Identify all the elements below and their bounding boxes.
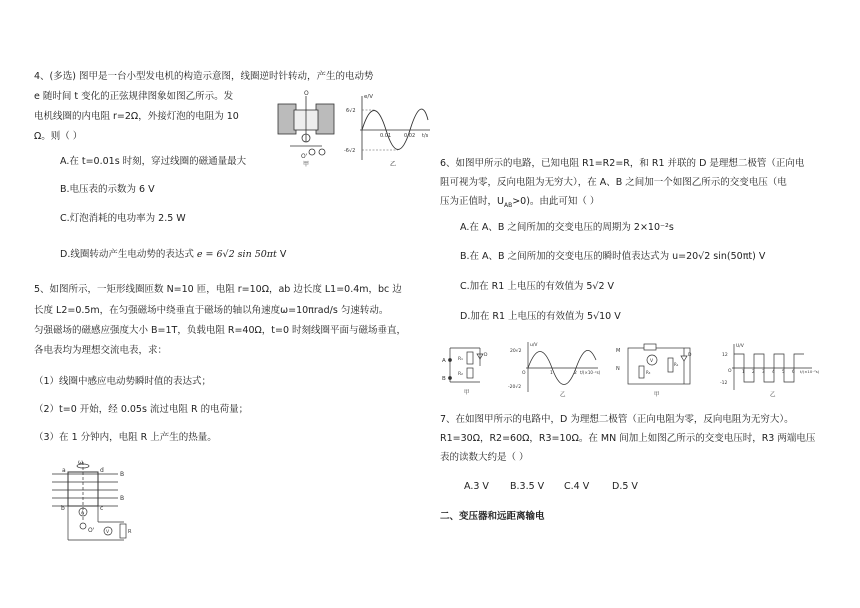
q4-option-d: D.线圈转动产生电动势的表达式 e = 6√2 sin 50πt V [60,249,287,260]
svg-text:U/V: U/V [736,344,744,349]
svg-text:1: 1 [550,371,553,376]
q5-sub3: （3）在 1 分钟内，电阻 R 上产生的热量。 [34,432,217,443]
q6-q7-figures [440,340,840,400]
svg-text:t/(×10⁻²s): t/(×10⁻²s) [800,369,820,374]
svg-text:R: R [128,529,132,535]
svg-text:R₃: R₃ [646,370,651,375]
svg-text:M: M [616,348,621,354]
q6-line3: 压为正值时，$U_{AB}>0$)。由此可知（ ） [440,196,600,209]
svg-text:O: O [522,371,526,376]
svg-text:t/(×10⁻²s): t/(×10⁻²s) [580,370,601,375]
q5-figure [48,460,138,548]
svg-text:6: 6 [792,369,795,374]
q7-square-wave [732,344,812,390]
q5-line4: 各电表均为理想交流电表，求： [34,345,168,356]
section-heading: 二、变压器和远距离输电 [440,511,545,522]
q6-line1: 6、如图甲所示的电路，已知电阻 R1=R2=R，和 R1 并联的 D 是理想二极管（正向电 [440,158,805,169]
svg-text:N: N [616,366,620,372]
svg-text:20√2: 20√2 [510,349,522,354]
q5-line3: 匀强磁场的磁感应强度大小 B=1T，负载电阻 R=40Ω，t=0 时刻线圈平面与磁场垂直， [34,325,407,336]
q4-line3: 电机线圈的内电阻 r=2Ω，外接灯泡的电阻为 10 [34,111,239,122]
svg-text:a: a [62,467,66,474]
q7-option-a: A.3 V [464,481,489,492]
svg-text:O: O [728,369,732,374]
svg-text:-20√2: -20√2 [508,385,522,390]
q5-line2: 长度 L2=0.5m，在匀强磁场中绕垂直于磁场的轴以角速度ω=10πrad/s 匀速转动。 [34,305,389,316]
q4-line2: e 随时间 t 变化的正弦规律图象如图乙所示。发 [34,91,234,102]
q6-circuit [449,348,484,382]
svg-text:V: V [106,530,110,535]
svg-text:e/V: e/V [364,94,373,100]
svg-text:b: b [61,505,65,512]
svg-text:乙: 乙 [560,392,566,398]
q6-option-c: C.加在 R1 上电压的有效值为 5√2 V [460,281,615,292]
svg-text:c: c [100,505,104,512]
svg-text:D: D [484,353,488,358]
svg-text:-6√2: -6√2 [344,148,356,154]
q7-circuit [628,344,690,384]
q5-sub2: （2）t=0 开始，经 0.05s 流过电阻 R 的电荷量； [34,404,249,415]
svg-text:B: B [120,471,125,478]
svg-text:甲: 甲 [464,390,470,396]
svg-text:O': O' [301,153,308,160]
svg-text:甲: 甲 [654,392,660,398]
svg-text:ω: ω [78,460,84,466]
svg-text:6√2: 6√2 [346,108,356,114]
svg-text:1: 1 [742,369,745,374]
q7-line3: 表的读数大约是（ ） [440,452,529,463]
svg-text:R₂: R₂ [458,372,463,377]
svg-text:B: B [442,376,446,382]
svg-text:2: 2 [574,371,577,376]
q7-line2: R1=30Ω，R2=60Ω，R3=10Ω。在 MN 间加上如图乙所示的交变电压时，R3 两端电压 [440,433,816,444]
q7-option-d: D.5 V [612,481,638,492]
svg-text:O': O' [88,527,95,534]
q6-option-b: B.在 A、B 之间所加的交变电压的瞬时值表达式为 u=20√2 sin(50πt) V [460,251,766,262]
svg-text:0.01: 0.01 [380,133,392,139]
svg-text:O: O [304,90,309,97]
svg-text:4: 4 [772,369,775,374]
q4-line4: Ω。则（ ） [34,131,83,142]
svg-text:V: V [650,359,654,364]
q6-option-a: A.在 A、B 之间所加的交变电压的周期为 2×10⁻²s [460,222,674,233]
svg-text:d: d [100,467,104,474]
svg-text:B: B [120,495,125,502]
q4-option-b: B.电压表的示数为 6 V [60,184,155,195]
svg-text:3: 3 [762,369,765,374]
svg-text:12: 12 [722,353,728,358]
generator-diagram [278,96,334,155]
q4-option-c: C.灯泡消耗的电功率为 2.5 W [60,213,186,224]
q6-line2: 阻可视为零，反向电阻为无穷大），在 A、B 之间加一个如图乙所示的交变电压（电 [440,177,787,188]
svg-text:乙: 乙 [770,392,776,398]
svg-text:R₁: R₁ [458,357,463,362]
svg-text:u/V: u/V [530,343,538,348]
q5-sub1: （1）线圈中感应电动势瞬时值的表达式； [34,376,212,387]
q6-option-d: D.加在 R1 上电压的有效值为 5√10 V [460,311,621,322]
svg-text:5: 5 [782,369,785,374]
emf-sine-graph [360,96,430,160]
svg-text:R₁: R₁ [674,362,679,367]
svg-text:2: 2 [752,369,755,374]
q4-line1: 4、(多选) 图甲是一台小型发电机的构造示意图，线圈逆时针转动，产生的电动势 [34,71,374,82]
q7-option-b: B.3.5 V [510,481,545,492]
svg-text:D: D [688,353,692,358]
q4-figure [270,90,440,170]
fig-yi-label: 乙 [390,161,397,168]
q7-line1: 7、在如图甲所示的电路中，D 为理想二极管（正向电阻为零，反向电阻为无穷大）。 [440,414,794,425]
fig-jia-label: 甲 [303,161,310,168]
svg-text:t/s: t/s [422,133,429,139]
q5-line1: 5、如图所示，一矩形线圈匝数 N=10 匝，电阻 r=10Ω，ab 边长度 L1=0.4m，bc 边 [34,284,402,295]
q4-option-d-formula: e = 6√2 sin 50πt [196,249,277,260]
q6-sine-graph [526,342,598,392]
svg-text:0.02: 0.02 [404,133,416,139]
q7-option-c: C.4 V [564,481,590,492]
q4-option-a: A.在 t=0.01s 时刻，穿过线圈的磁通量最大 [60,156,247,167]
svg-text:A: A [81,511,85,516]
svg-text:-12: -12 [720,381,728,386]
svg-text:A: A [442,358,446,364]
